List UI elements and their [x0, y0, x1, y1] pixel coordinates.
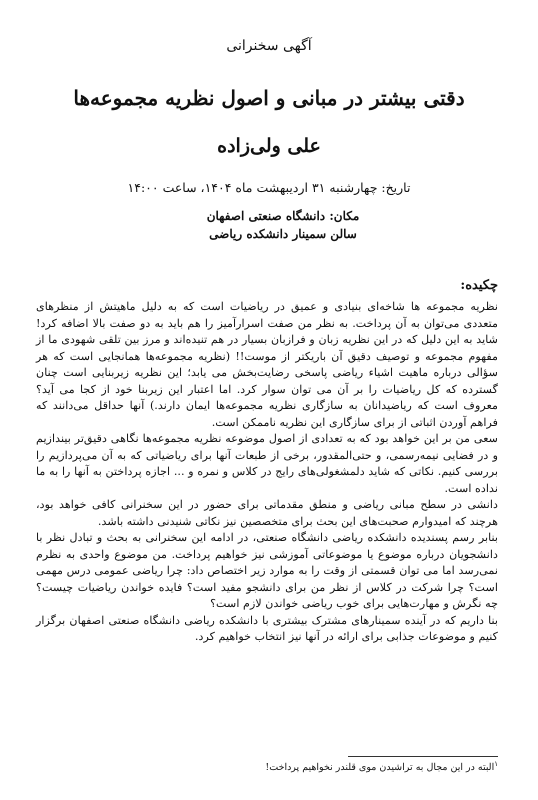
abstract-paragraph: بنا داریم که در آینده سمینارهای مشترک بیشتری با دانشکده ریاضی دانشگاه صنعتی اصفهان برگزار کنیم و موضوعات جذابی برای ارائه در آنها نیز انتخاب خواهیم کرد.: [36, 613, 498, 643]
date-time: تاریخ: چهارشنبه ۳۱ اردیبهشت ماه ۱۴۰۴، ساعت ۱۴:۰۰: [127, 180, 411, 195]
footnote-text: البته در این مجال به تراشیدن موی قلندر نخواهیم پرداخت!: [265, 762, 495, 774]
speaker-name: علی ولی‌زاده: [217, 135, 321, 157]
abstract-paragraph: دانشی در سطح مبانی ریاضی و منطق مقدماتی برای حضور در این سخنرانی کافی خواهد بود، هرچند که امیدوارم صحبت‌های این بحث برای متخصصین نیز نکاتی شنیدنی داشته باشد.: [36, 498, 498, 528]
abstract-paragraph: نظریه مجموعه ها شاخه‌ای بنیادی و عمیق در ریاضیات است که به دلیل ماهیتش از منظرهای متعددی می‌توان به آن پرداخت. به نظر من صفت اسرارآمیز را هم باید به دو صفت بالا اضافه کرد! شاید به این دلیل که در این نظریه زبان و فرازبان بسیار در هم تنیده‌اند و مرز بین تلقی شهودی ما از مفهوم مجموعه و توصیف دقیق آن باریکتر از موست!! (نظریه مجموعه‌ها همانجایی است که هر سؤالی درباره ماهیت اشیاء ریاضی پاسخی رضایت‌بخش می یابد؛ این نظریه زیربنایی است چنان گسترده که کل ریاضیات را بر آن می توان سوار کرد. اما اعتبار این زیربنا خود از کجا می آید؟ معروف است که ریاضیدانان به سازگاری نظریه مجموعه‌ها ایمان دارند.) آنها حداقل می‌دانند که فراهم آوردن اثباتی از برای سازگاری این نظریه ناممکن است.: [36, 300, 498, 429]
footnote: [265, 760, 498, 773]
announcement-label: آگهی سخنرانی: [226, 38, 312, 54]
venue-block: [0, 207, 538, 243]
abstract-heading: چکیده:: [460, 278, 498, 293]
footnote-mark: ۱: [494, 760, 498, 768]
abstract-paragraph: بنابر رسم پسندیده دانشکده ریاضی دانشگاه صنعتی، در ادامه این سخنرانی به بحث و تبادل نظر با دانشجویان درباره موضوع یا موضوعاتی آموزشی نیز خواهیم پرداخت. من موضوع واحدی به نظرم نمی‌رسد اما می توان قسمتی از وقت را به موارد زیر اختصاص داد: چرا ریاضی عمومی درس مهمی است؟ چرا شرکت در کلاس از نظر من برای دانشجو مفید است؟ فایده خواندن ریاضیات چیست؟ چه نگرش و مهارت‌هایی برای خوب ریاضی خواندن لازم است؟: [36, 531, 498, 610]
footnote-divider: [348, 756, 498, 757]
talk-title: دقتی بیشتر در مبانی و اصول نظریه مجموعه‌ها: [73, 86, 465, 110]
abstract-paragraph: سعی من بر این خواهد بود که به تعدادی از اصول موضوعه نظریه مجموعه‌ها نگاهی دقیق‌تر بیندازیم و در فضایی نیمه‌رسمی، و حتی‌المقدور، برخی از طبعات آنها برای ریاضیاتی که به آن می‌پردازیم را بررسی کنیم. نکاتی که شاید دلمشغولی‌های رایج در کلاس و نمره و ... اجازه پرداختن به آنها را به ما نداده است.: [36, 432, 498, 495]
abstract-body: [36, 299, 498, 646]
venue-hall: سالن سمینار دانشکده ریاضی: [209, 227, 357, 241]
venue-place: مکان: دانشگاه صنعتی اصفهان: [206, 209, 360, 223]
